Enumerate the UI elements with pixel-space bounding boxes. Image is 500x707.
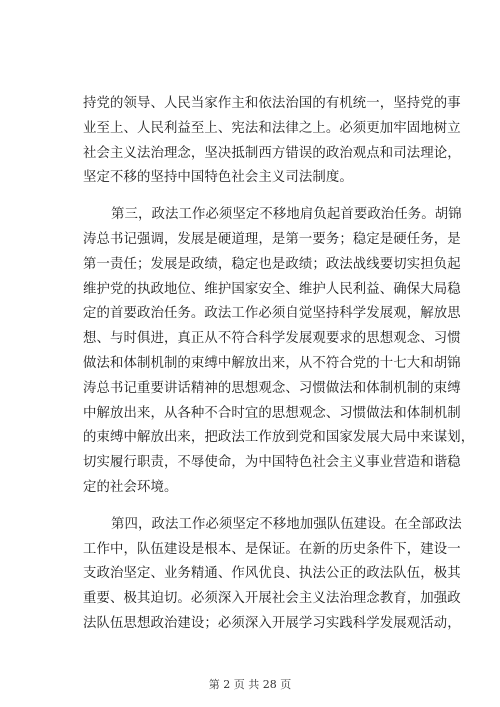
body-text <box>83 92 475 637</box>
text-line: 第四，政法工作必须坚定不移地加强队伍建设。在全部政法 <box>111 516 462 532</box>
text-line: 第三，政法工作必须坚定不移地肩负起首要政治任务。胡锦 <box>111 207 462 223</box>
text-line: 重要、极其迫切。必须深入开展社会主义法治理念教育，加强政 <box>83 591 461 607</box>
paragraph-2 <box>83 203 475 501</box>
paragraph-gap <box>83 191 417 203</box>
text-line: 坚定不移的坚持中国特色社会主义司法制度。 <box>83 170 353 186</box>
page-number-label: 第 2 页 共 28 页 <box>208 678 292 691</box>
paragraph-1 <box>83 92 461 191</box>
text-line: 定的首要政治任务。政法工作必须自觉坚持科学发展观，解放思 <box>83 306 461 322</box>
text-line: 支政治坚定、业务精通、作风优良、执法公正的政法队伍，极其 <box>83 566 461 582</box>
text-line: 涛总书记强调，发展是硬道理，是第一要务；稳定是硬任务，是 <box>83 231 461 247</box>
text-line: 想、与时俱进，真正从不符合科学发展观要求的思想观念、习惯 <box>83 331 461 347</box>
text-line: 的束缚中解放出来，把政法工作放到党和国家发展大局中来谋划， <box>83 430 475 446</box>
text-line: 中解放出来，从各种不合时宜的思想观念、习惯做法和体制机制 <box>83 405 461 421</box>
text-line: 持党的领导、人民当家作主和依法治国的有机统一，坚持党的事 <box>83 96 461 111</box>
text-line: 维护党的执政地位、维护国家安全、维护人民利益、确保大局稳 <box>83 281 461 297</box>
text-line: 涛总书记重要讲话精神的思想观念、习惯做法和体制机制的束缚 <box>83 380 461 396</box>
text-line: 定的社会环境。 <box>83 479 178 495</box>
text-line: 切实履行职责，不辱使命，为中国特色社会主义事业营造和谐稳 <box>83 455 461 471</box>
text-line: 法队伍思想政治建设；必须深入开展学习实践科学发展观活动， <box>83 615 461 631</box>
text-line: 第一责任；发展是政绩，稳定也是政绩；政法战线要切实担负起 <box>83 256 461 272</box>
text-line: 社会主义法治理念，坚决抵制西方错误的政治观点和司法理论， <box>83 145 461 161</box>
text-line: 做法和体制机制的束缚中解放出来，从不符合党的十七大和胡锦 <box>83 355 461 371</box>
page-footer <box>0 676 500 692</box>
paragraph-3 <box>83 513 462 637</box>
text-line: 业至上、人民利益至上、宪法和法律之上。必须更加牢固地树立 <box>83 120 461 136</box>
paragraph-gap <box>83 501 417 513</box>
text-line: 工作中，队伍建设是根本、是保证。在新的历史条件下，建设一 <box>83 541 461 557</box>
